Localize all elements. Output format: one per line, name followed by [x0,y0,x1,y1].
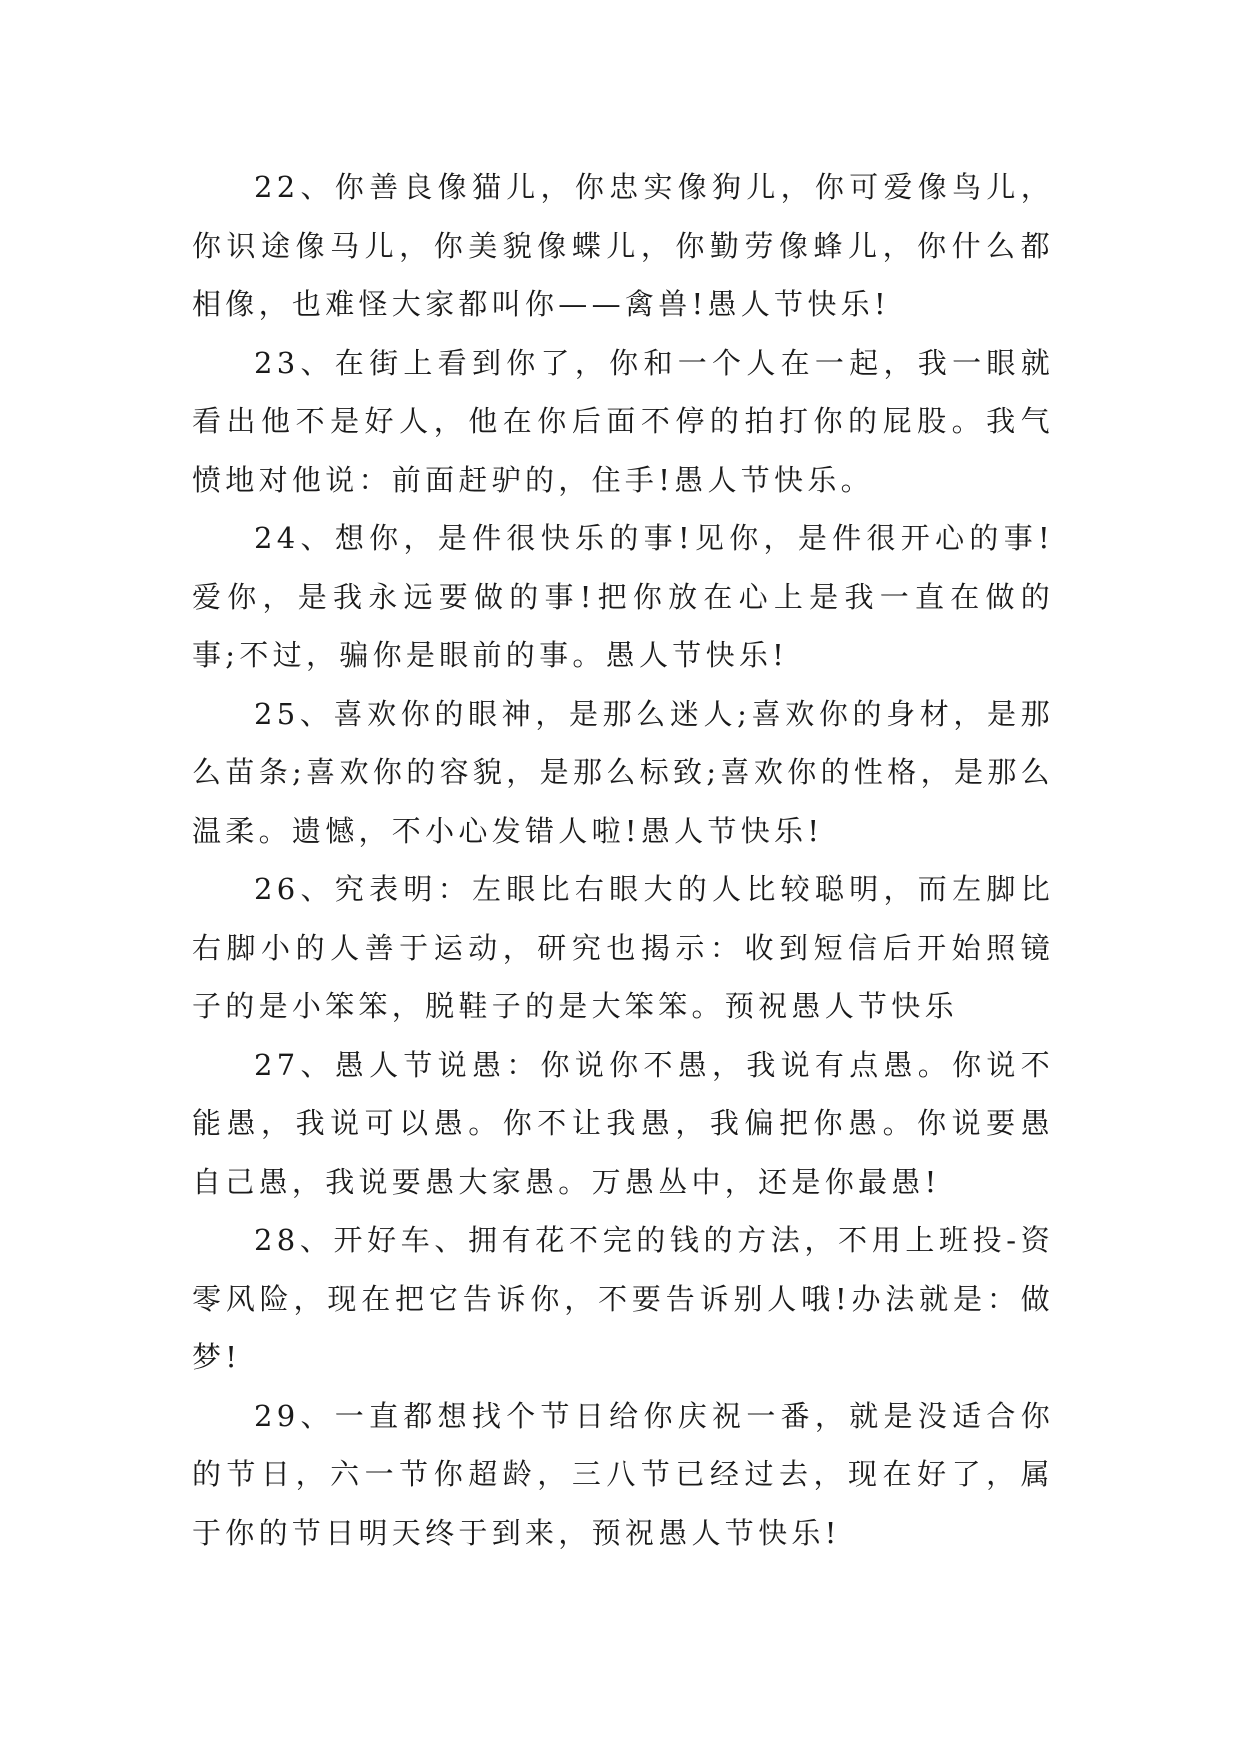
paragraph-29: 29、一直都想找个节日给你庆祝一番，就是没适合你的节日，六一节你超龄，三八节已经过去，现在好了，属于你的节日明天终于到来，预祝愚人节快乐! [192,1398,1054,1550]
document-body [192,158,1054,1562]
paragraph-24: 24、想你，是件很快乐的事!见你，是件很开心的事!爱你，是我永远要做的事!把你放在心上是我一直在做的事;不过，骗你是眼前的事。愚人节快乐! [192,521,1054,672]
paragraph-27: 27、愚人节说愚：你说你不愚，我说有点愚。你说不能愚，我说可以愚。你不让我愚，我偏把你愚。你说要愚自己愚，我说要愚大家愚。万愚丛中，还是你最愚! [192,1047,1054,1199]
paragraph-22: 22、你善良像猫儿，你忠实像狗儿，你可爱像鸟儿，你识途像马儿，你美貌像蝶儿，你勤劳像蜂儿，你什么都相像，也难怪大家都叫你——禽兽!愚人节快乐! [192,170,1054,321]
paragraph-23: 23、在街上看到你了，你和一个人在一起，我一眼就看出他不是好人，他在你后面不停的拍打你的屁股。我气愤地对他说：前面赶驴的，住手!愚人节快乐。 [192,345,1054,497]
paragraph-28: 28、开好车、拥有花不完的钱的方法，不用上班投-资零风险，现在把它告诉你，不要告诉别人哦!办法就是：做梦! [192,1223,1054,1374]
paragraph-25: 25、喜欢你的眼神，是那么迷人;喜欢你的身材，是那么苗条;喜欢你的容貌，是那么标致;喜欢你的性格，是那么温柔。遗憾，不小心发错人啦!愚人节快乐! [192,696,1054,848]
paragraph-26: 26、究表明：左眼比右眼大的人比较聪明，而左脚比右脚小的人善于运动，研究也揭示：收到短信后开始照镜子的是小笨笨，脱鞋子的是大笨笨。预祝愚人节快乐 [192,872,1054,1023]
